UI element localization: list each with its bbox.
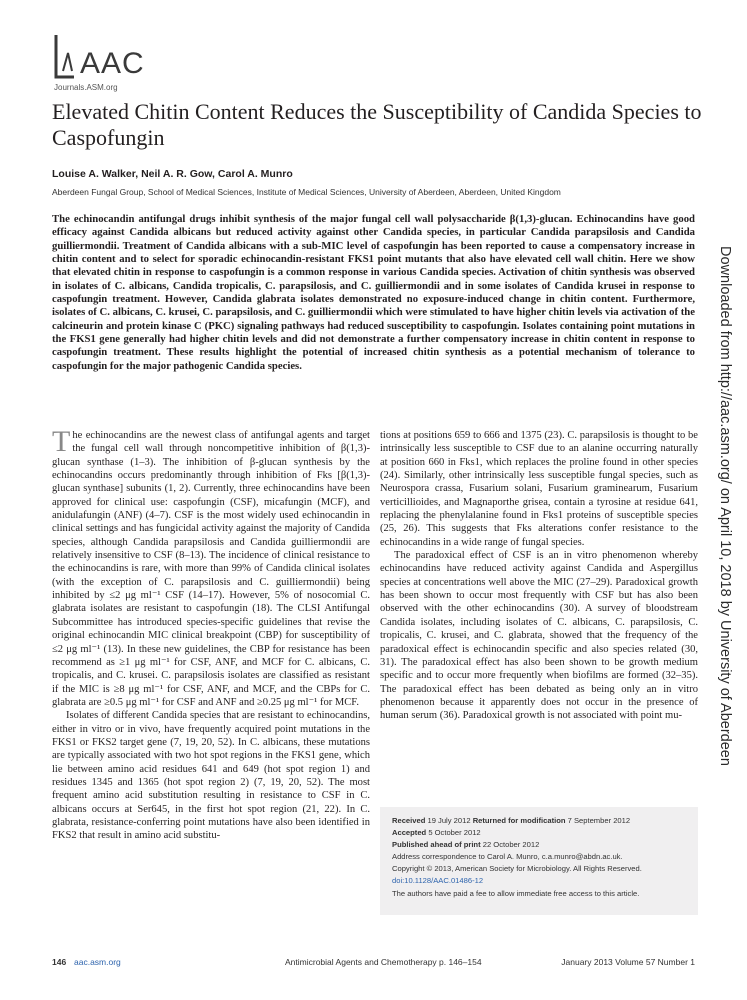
authors: Louise A. Walker, Neil A. R. Gow, Carol A. Munro	[52, 168, 293, 180]
accepted-line: Accepted 5 October 2012	[392, 828, 481, 838]
logo-text: AAC	[80, 47, 145, 80]
download-sidebar	[713, 246, 737, 770]
article-notes-box	[380, 807, 698, 915]
intro-paragraph-1-text: he echinocandins are the newest class of antifungal agents and target the fungal cell wall through noncompetitive inhibition of β(1,3)-glucan synthase (1–3). The inhibition of β-glucan synthesis by the echinocandins occurs predominantly through inhibition of Fks [β(1,3)-glucan synthase] subunits (1, 2). Currently, three echinocandins have been approved for clinical use: caspofungin (CSF), micafungin (MCF), and anidulafungin (ANF) (4–7). CSF is the most widely used echinocandin in clinical settings and has fungicidal activity against the majority of Candida species, although Candida parapsilosis and Candida guilliermondii are relatively insensitive to CSF (8–13). The incidence of clinical resistance to the echinocandins is rare, with more than 99% of Candida clinical isolates (with the exception of C. parapsilosis and C. guilliermondii) being inhibited by ≤2 μg ml⁻¹ CSF (14–17). However, 5% of nosocomial C. glabrata isolates are resistant to caspofungin (18). The CLSI Antifungal Subcommittee has introduced species-specific guidelines that revise the original echinocandin MIC clinical breakpoint (CBP) for susceptibility of ≤2 μg ml⁻¹ (13). In these new guidelines, the CBP for resistance has been recommend as ≥1 μg ml⁻¹ for CSF, ANF, and MCF for C. albicans, C. tropicalis, and C. krusei. C. parapsilosis isolates are classified as resistant if the MIC is ≥8 μg ml⁻¹ for CSF, ANF, and MCF, and the CBPs for C. glabrata are ≥0.5 μg ml⁻¹ for CSF and ANF and ≥0.25 μg ml⁻¹ for MCF.	[52, 430, 370, 708]
abstract: The echinocandin antifungal drugs inhibit synthesis of the major fungal cell wall polysaccharide β(1,3)-glucan. Echinocandins have good efficacy against Candida albicans but reduced activity against other Candida species, in particular Candida parapsilosis and Candida guilliermondii. Treatment of Candida albicans with a sub-MIC level of caspofungin has been reported to cause a compensatory increase in chitin content and to select for sporadic echinocandin-resistant FKS1 point mutants that also have elevated cell wall chitin. Here we show that elevated chitin in response to caspofungin is a common response in various Candida species. Activation of chitin synthesis was observed in isolates of C. albicans, Candida tropicalis, C. parapsilosis, and C. guilliermondii and in some isolates of Candida krusei in response to caspofungin treatment. However, Candida glabrata isolates demonstrated no exposure-induced change in chitin content. Furthermore, isolates of C. albicans, C. krusei, C. parapsilosis, and C. guilliermondii which were stimulated to have higher chitin levels via activation of the calcineurin and protein kinase C (PKC) signaling pathways had reduced susceptibility to caspofungin. Isolates containing point mutations in the FKS1 gene generally had higher chitin levels and did not demonstrate a further compensatory increase in chitin content in response to caspofungin treatment. These results highlight the potential of increased chitin synthesis as a potential mechanism of tolerance to caspofungin for the major pathogenic Candida species.	[52, 213, 695, 372]
article-title: Elevated Chitin Content Reduces the Susceptibility of Candida Species to Caspofungin	[52, 99, 702, 150]
drop-cap: T	[52, 425, 71, 458]
correspondence: Address correspondence to Carol A. Munro, c.a.munro@abdn.ac.uk.	[392, 852, 623, 862]
received-line: Received 19 July 2012 Returned for modification 7 September 2012	[392, 816, 631, 825]
issue-info: January 2013 Volume 57 Number 1	[561, 957, 695, 967]
received-date: 19 July 2012	[427, 816, 471, 825]
intro-paragraph-2: Isolates of different Candida species that are resistant to echinocandins, either in vitro or in vivo, have frequently acquired point mutations in the FKS1 or FKS2 target gene (7, 19, 20, 52). In C. albicans, these mutations are typically associated with two hot spot regions in the FKS1 gene, which lie between amino acid residues 641 and 649 (hot spot region 1) and residues 1345 and 1365 (hot spot region 2) (7, 19, 20, 52). The most frequent amino acid substitution resulting in resistance to CSF in C. albicans occurs at Ser645, in the first hot spot region (21, 22). In C. glabrata, resistance-conferring point mutations have also been identified in FKS2 that result in amino acid substitu-	[52, 710, 370, 842]
aac-logo-mark	[52, 33, 78, 81]
intro-paragraph-1	[52, 425, 370, 709]
page-footer	[52, 957, 695, 971]
accepted-date: 5 October 2012	[428, 828, 481, 838]
affiliation: Aberdeen Fungal Group, School of Medical Sciences, Institute of Medical Sciences, University of Aberdeen, Aberdeen, United Kingdom	[52, 187, 561, 197]
access-note: The authors have paid a fee to allow immediate free access to this article.	[392, 888, 640, 898]
copyright: Copyright © 2013, American Society for Microbiology. All Rights Reserved.	[392, 864, 642, 874]
intro-paragraph-4: The paradoxical effect of CSF is an in vitro phenomenon whereby echinocandins have reduced activity against Candida and Aspergillus species at concentrations well above the MIC (27–29). Paradoxical growth has been shown to occur most frequently with CSF but has also been observed with the other echinocandins (30). A survey of bloodstream Candida isolates, including isolates of C. albicans, C. parapsilosis, C. tropicalis, C. krusei, and C. glabrata, showed that the frequency of the paradoxical effect is echinocandin specific and also species related (30, 31). The paradoxical effect has also been shown to be growth medium specific and to occur more frequently when biofilms are formed (32–35). The paradoxical effect has been debated as being only an in vitro phenomenon because it apparently does not occur in the presence of human serum (36). Paradoxical growth is not associated with point mu-	[380, 550, 698, 722]
journal-site-link[interactable]: aac.asm.org	[74, 957, 121, 967]
journal-logo	[52, 33, 145, 93]
published-line: Published ahead of print 22 October 2012	[392, 840, 540, 850]
intro-paragraph-3: tions at positions 659 to 666 and 1375 (23). C. parapsilosis is thought to be intrinsically less susceptible to CSF due to an alanine occurring naturally at position 660 in Fks1, which replaces the proline found in other species (24). Similarly, other intrinsically less susceptible fungal species, such as Neurospora crassa, Fusarium solani, Fusarium graminearum, Fusarium verticillioides, and Magnaporthe grisea, contain a tyrosine at residue 641, replacing the phenylalanine found in Fks1 proteins of susceptible species (25, 26). This suggests that Fks alterations confer resistance to the echinocandins in a wide range of fungal species.	[380, 430, 698, 548]
published-date: 22 October 2012	[482, 840, 540, 850]
doi-link[interactable]: doi:10.1128/AAC.01486-12	[392, 876, 484, 886]
returned-date: 7 September 2012	[567, 816, 631, 825]
page-number: 146	[52, 957, 67, 967]
journal-citation: Antimicrobial Agents and Chemotherapy p. 146–154	[285, 957, 482, 967]
download-notice[interactable]: Downloaded from http://aac.asm.org/ on April 10, 2018 by University of Aberdeen	[717, 246, 733, 766]
logo-subtext: Journals.ASM.org	[54, 83, 118, 92]
body-column-left	[52, 425, 370, 843]
body-column-right	[380, 429, 698, 723]
